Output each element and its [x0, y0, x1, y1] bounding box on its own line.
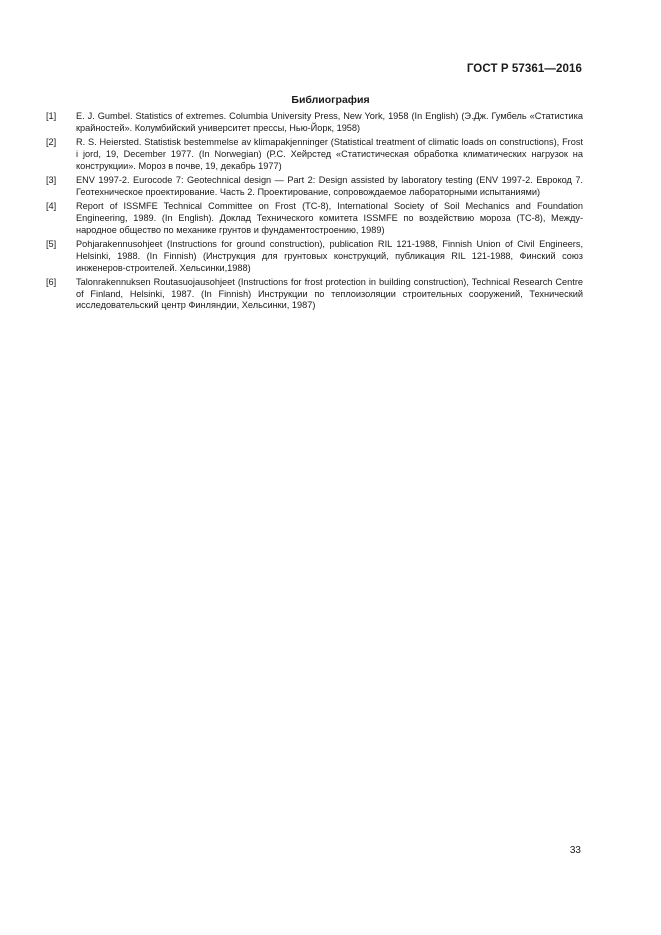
document-code: ГОСТ Р 57361—2016: [466, 63, 582, 75]
entry-number: [6]: [46, 276, 57, 287]
entry-number: [4]: [46, 201, 57, 212]
bibliography-entry: [46, 137, 583, 172]
bibliography-entry: [46, 239, 583, 274]
entry-text: Pohjarakennusohjeet (Instructions for ground construction), publication RIL 121-1988, Finnish Union of Civil Engineers, Helsinki, 1988. (In Finnish) (Инструкция для грунтовых конструкций, публикация RIL 121-1988, Финский союз инженеров-строителей. Хельсинки,1988): [76, 238, 583, 273]
entry-text: ENV 1997-2. Eurocode 7: Geotechnical design — Part 2: Design assisted by laboratory testing (ENV 1997-2. Еврокод 7. Геотехническое проектирование. Часть 2. Проектирование, сопровождаемое лабораторными испытаниями): [76, 174, 583, 197]
entry-number: [1]: [46, 111, 57, 121]
entry-number: [2]: [46, 137, 57, 148]
page-number: 33: [569, 845, 581, 856]
entry-text: Talonrakennuksen Routasuojausohjeet (Instructions for frost protection in building construction), Technical Research Centre of Finland, Helsinki, 1987. (In Finnish) Инструкции по теплоизоляции строительных сооружений, Технический исследовательский центр Финляндии, Хельсинки, 1987): [76, 276, 583, 311]
section-title: Библиография: [291, 94, 370, 106]
entry-text: R. S. Heiersted. Statistisk bestemmelse av klimapakjenninger (Statistical treatment of climatic loads on constructions), Frost i jord, 19, December 1977. (In Norwegian) (Р.С. Хейрстед «Статистическая обработка климатических нагрузок на конструкции». Мороз в почве, 19, декабрь 1977): [76, 137, 583, 171]
bibliography-entry: [46, 175, 583, 199]
entry-number: [5]: [46, 238, 57, 249]
entry-number: [3]: [46, 174, 57, 185]
bibliography-entry: [46, 111, 583, 135]
bibliography-list: [46, 111, 583, 315]
entry-text: Report of ISSMFE Technical Committee on Frost (TC-8), International Society of Soil Mechanics and Foundation Engineering, 1989. (In English). Доклад Технического комитета ISSMFE по воздействию мороза (ТС-8), Международное общество по механике грунтов и фундаментостроению, 1989): [76, 201, 583, 235]
bibliography-entry: [46, 277, 583, 312]
entry-text: E. J. Gumbel. Statistics of extremes. Columbia University Press, New York, 1958 (In English) (Э.Дж. Гумбель «Статистика крайностей». Колумбийский университет прессы, Нью-Йорк, 1958): [76, 111, 583, 133]
bibliography-entry: [46, 201, 583, 236]
